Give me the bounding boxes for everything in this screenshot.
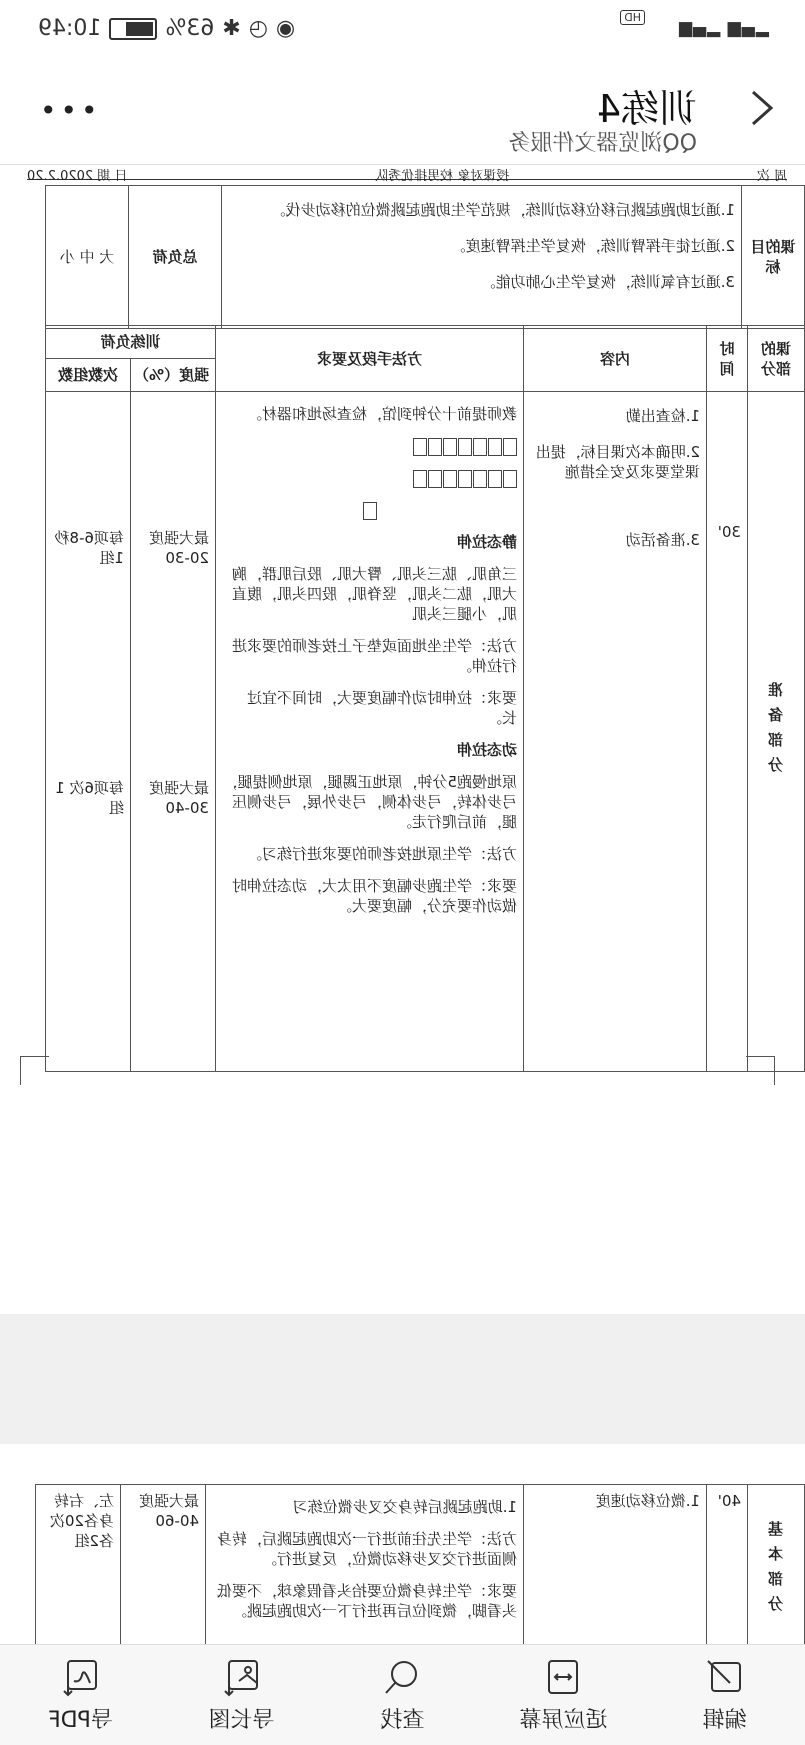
document-source: QQ浏览器文件服务 (508, 131, 697, 156)
page-corner-mark (746, 1056, 775, 1085)
header-load: 训练负荷 (46, 326, 216, 359)
doc-week: 周 次 (756, 169, 787, 184)
prep-sets-2: 每项6次 1组 (55, 779, 124, 817)
doc-date: 日 期 2020.2.20 (27, 169, 128, 184)
hd-badge: HD (620, 10, 645, 25)
objectives-list (222, 186, 742, 329)
load-value: 大 中 小 (46, 186, 129, 329)
document-title: 训练4 (596, 87, 697, 131)
eye-icon: ◉ (275, 16, 296, 41)
doc-course: 授课对象 校男排优秀队 (375, 169, 510, 184)
lesson-table (45, 325, 805, 1072)
basic-method (206, 1485, 524, 1658)
objective-1: 1.通过助跑起跳后移位移动训练，规范学生助跑起跳微位的移动步伐。 (270, 201, 735, 219)
doc-info-line (27, 165, 787, 184)
prep-content-3: 3.准备活动 (625, 531, 700, 549)
export-long-image-label: 导长图 (208, 1708, 275, 1733)
export-pdf-button[interactable] (11, 1657, 151, 1734)
header-time: 时间 (707, 326, 748, 392)
prep-sets-1: 每项6-8秒1组 (54, 529, 124, 567)
prep-method-2: 静态拉伸 (456, 533, 517, 551)
bluetooth-icon: ✱ (222, 16, 241, 41)
fit-screen-label: 适应屏幕 (519, 1708, 608, 1733)
prep-method-5: 要求：拉伸时动作幅度要大，时间不宜过长。 (246, 689, 517, 727)
prep-sets (46, 392, 131, 1072)
prep-method (216, 392, 524, 1072)
bottom-toolbar (0, 1644, 805, 1745)
find-label: 查找 (380, 1708, 425, 1733)
prep-method-1: 教师提前十分钟到馆，检查场地和器材。 (246, 405, 517, 423)
back-arrow-icon[interactable] (741, 88, 781, 128)
battery-icon (109, 18, 157, 40)
document-page-2 (0, 1444, 805, 1644)
basic-time: 40' (707, 1485, 748, 1658)
header-part: 课的部分 (748, 326, 805, 392)
prep-method-3: 三角肌、肱三头肌、臀大肌、股后肌群，胸大肌，肱二头肌，竖脊肌，股四头肌，腹直肌，小腿三头肌 (231, 565, 517, 623)
header-sets: 次数组数 (46, 359, 131, 392)
prep-intensity (131, 392, 216, 1072)
signal-indicator: ▂▄▆ ▂▄▆ (678, 18, 769, 38)
basic-method-3: 要求：学生转身微位要抬头看假象球，不要低头看脚，微到位后再进行下一次助跑起跳。 (216, 1582, 517, 1620)
export-long-image-button[interactable] (172, 1657, 312, 1734)
prep-content-2: 2.明确本次课目标，提出课堂要求及安全措施 (535, 443, 700, 481)
objective-2: 2.通过徒手挥臂训练，恢复学生挥臂速度。 (450, 237, 735, 255)
pdf-export-icon (61, 1657, 101, 1697)
document-page (0, 164, 805, 1315)
edit-icon (705, 1657, 745, 1697)
alarm-icon: ◷ (248, 16, 268, 41)
prep-content (524, 392, 707, 1072)
page-corner-mark (20, 1056, 49, 1085)
missing-image-placeholder (222, 430, 517, 462)
edit-label: 编辑 (702, 1708, 747, 1733)
fit-screen-button[interactable] (494, 1657, 634, 1734)
basic-method-2: 方法：学生先往前进行一次助跑起跳后，转身侧面进行交叉步移动微位，反复进行。 (216, 1530, 517, 1568)
search-icon (383, 1657, 423, 1697)
basic-table (35, 1484, 805, 1658)
prep-intensity-1: 最大强度 20-30 (148, 529, 209, 567)
battery-percent: 63% (165, 16, 215, 41)
clock: 10:49 (38, 16, 102, 41)
basic-content: 1.微位移动速度 (524, 1485, 707, 1658)
header-intensity: 强度（%） (131, 359, 216, 392)
prep-time: 30' (707, 392, 748, 1072)
more-menu-button[interactable]: ••• (36, 94, 98, 127)
prep-method-8: 方法：学生原地按老师的要求进行练习。 (246, 845, 517, 863)
prep-part: 准备部分 (748, 392, 805, 1072)
page-gap (0, 1314, 805, 1444)
basic-part: 基本部分 (748, 1485, 805, 1658)
header-method: 方法手段及要求 (216, 326, 524, 392)
missing-image-placeholder (222, 494, 517, 526)
edit-button[interactable] (655, 1657, 795, 1734)
find-button[interactable] (333, 1657, 473, 1734)
title-bar (0, 64, 805, 164)
prep-method-6: 动态拉伸 (456, 741, 517, 759)
prep-method-7: 原地慢跑5分钟，原地正踢腿，原地侧提腿，弓步体转，弓步体侧，弓步外展，弓步侧压腿，前后爬行走。 (222, 773, 517, 831)
load-label: 总负荷 (129, 186, 222, 329)
missing-image-placeholder (222, 462, 517, 494)
image-export-icon (222, 1657, 262, 1697)
objectives-label: 课的目标 (742, 186, 805, 329)
prep-content-1: 1.检查出勤 (625, 407, 700, 425)
fit-screen-icon (544, 1657, 584, 1697)
prep-method-9: 要求：学生跑步幅度不用太大，动态拉伸时做动作要充分，幅度要大。 (231, 877, 517, 915)
status-bar (0, 0, 805, 64)
header-content: 内容 (524, 326, 707, 392)
basic-method-1: 1.助跑起跳后转身交叉步微位练习 (292, 1498, 517, 1516)
prep-method-4: 方法：学生坐地面或垫子上按老师的要求进行拉伸。 (231, 637, 517, 675)
prep-intensity-2: 最大强度 30-40 (148, 779, 209, 817)
basic-sets: 左、右转身各20次各2组 (36, 1485, 121, 1658)
objectives-table (45, 185, 805, 329)
export-pdf-label: 导PDF (48, 1708, 113, 1733)
objective-3: 3.通过有氧训练，恢复学生心肺功能。 (480, 273, 735, 291)
basic-intensity: 最大强度 40-60 (121, 1485, 206, 1658)
